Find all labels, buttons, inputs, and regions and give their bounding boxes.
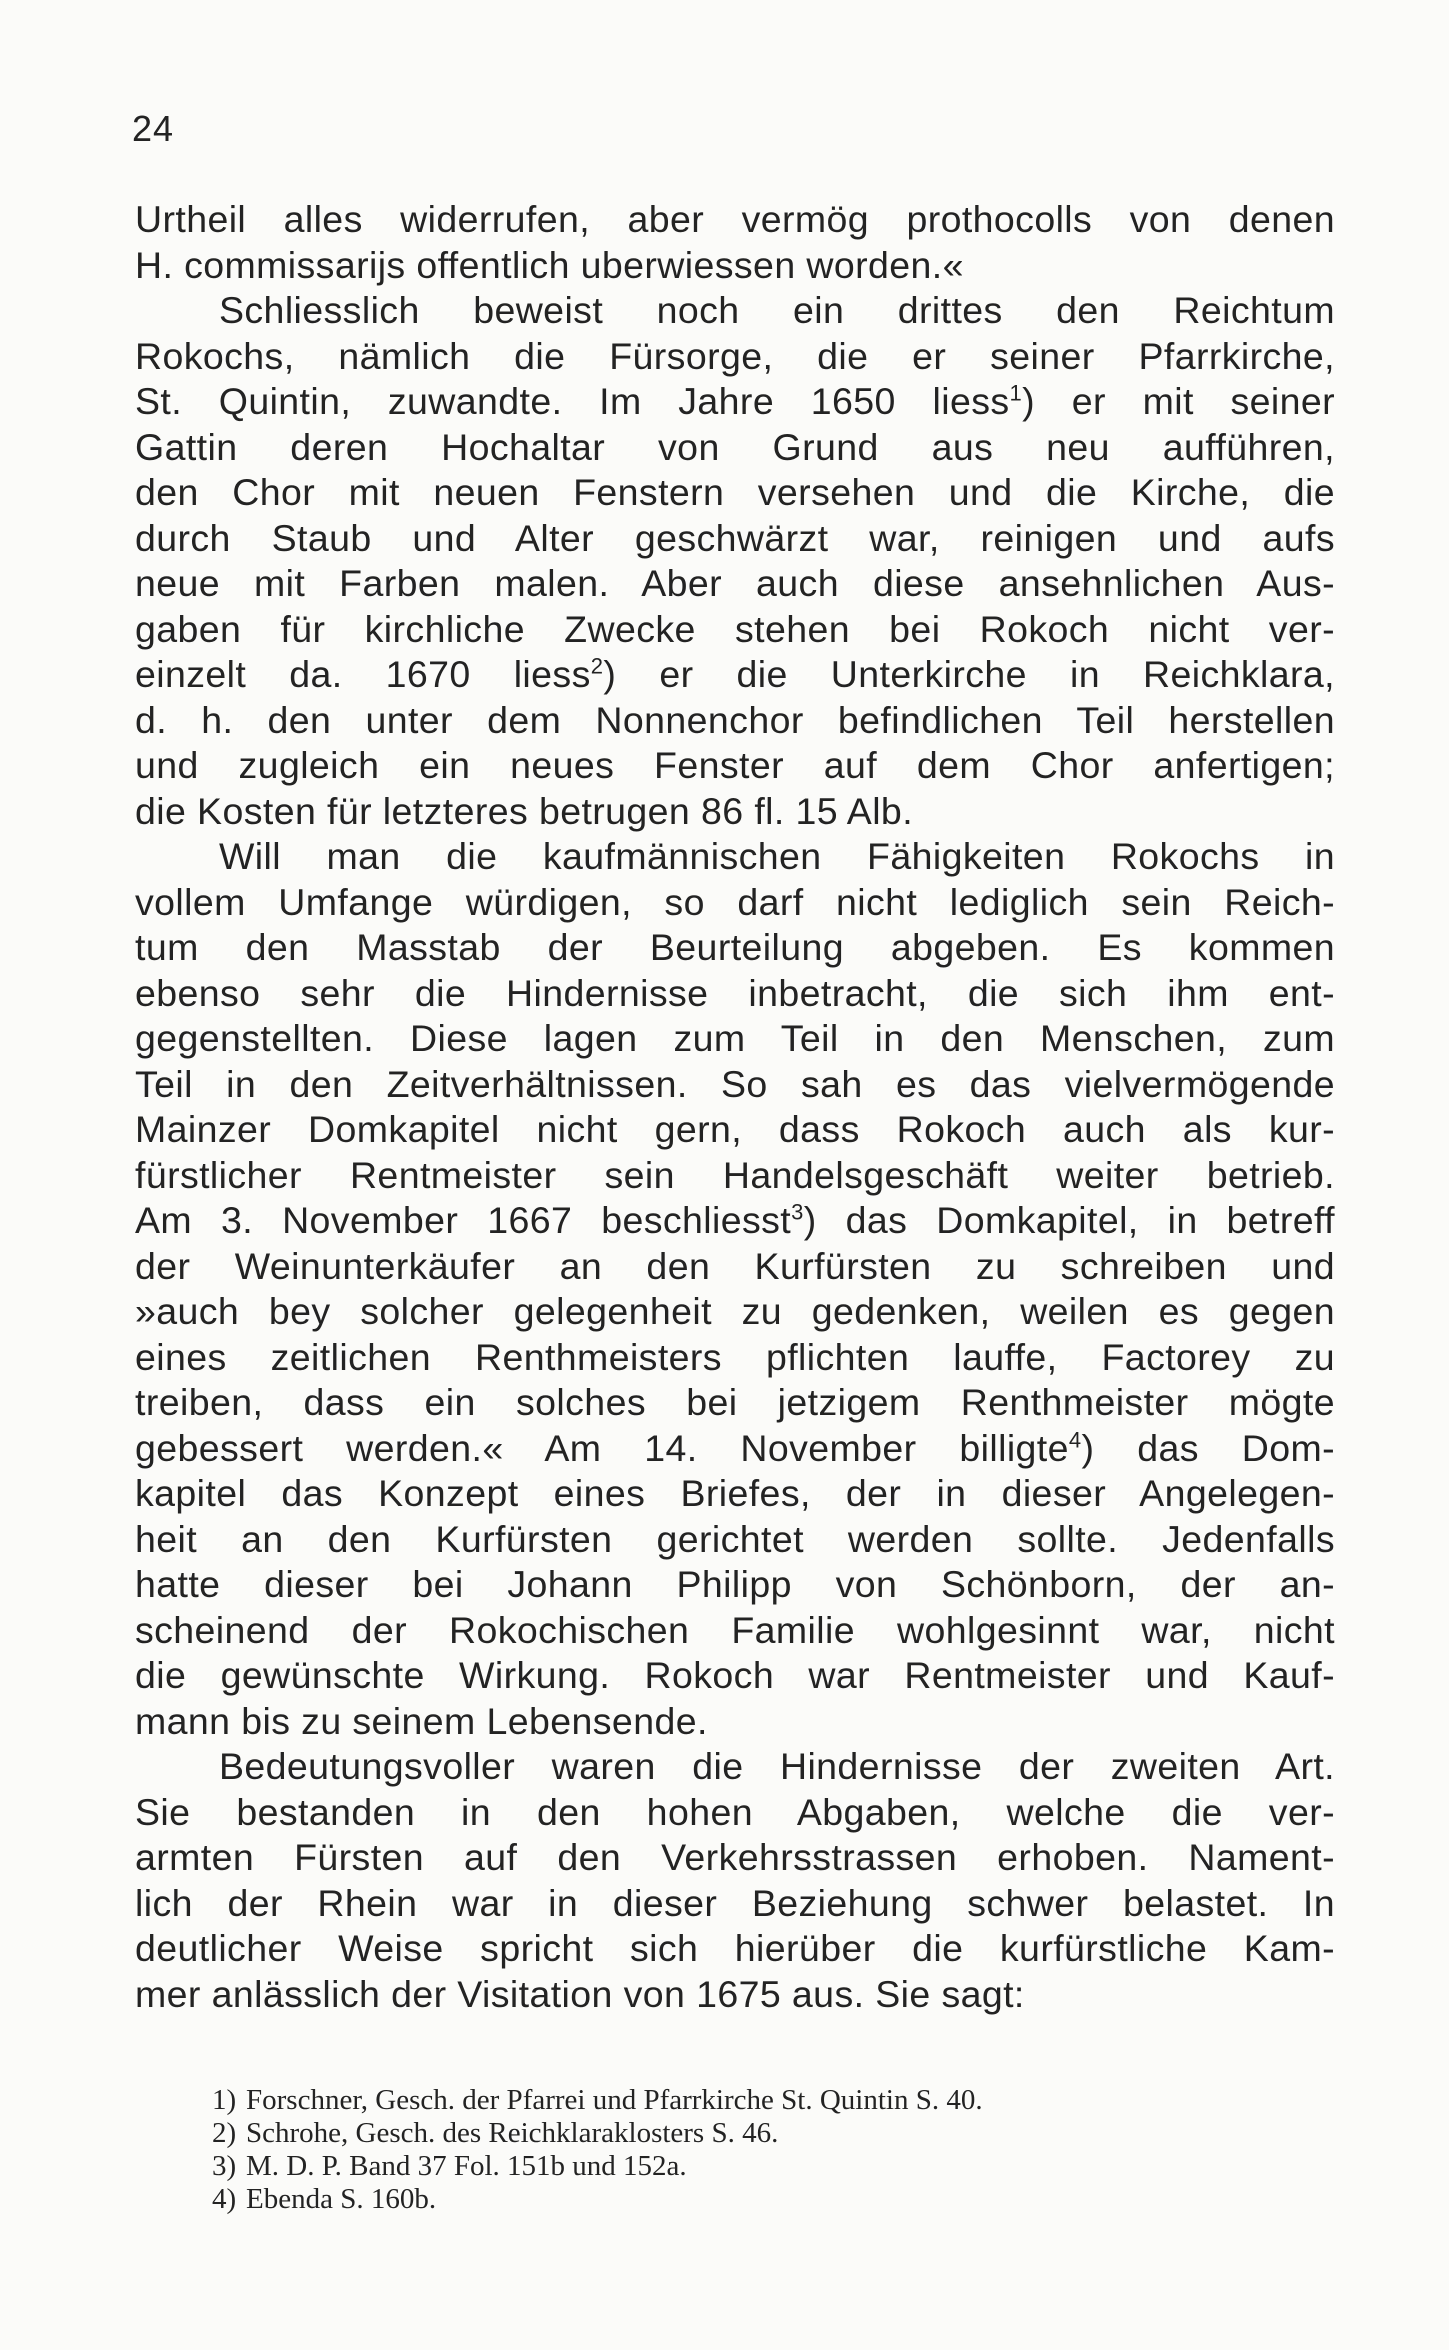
- text-line: treiben, dass ein solches bei jetzigem Renthmeister mögte: [135, 1381, 1335, 1423]
- footnote-number: 1): [212, 2084, 237, 2116]
- text-line: und zugleich ein neues Fenster auf dem Chor anfertigen;: [135, 744, 1335, 786]
- footnote: [212, 2084, 1342, 2117]
- footnote-ref: 3: [791, 1199, 804, 1225]
- text-line: kapitel das Konzept eines Briefes, der in dieser Angelegen-: [135, 1472, 1335, 1514]
- footnote-text: Ebenda S. 160b.: [246, 2183, 437, 2215]
- text-line: hatte dieser bei Johann Philipp von Schönborn, der an-: [135, 1563, 1335, 1605]
- text-line: ebenso sehr die Hindernisse inbetracht, die sich ihm ent-: [135, 971, 1335, 1014]
- text-line: gegenstellten. Diese lagen zum Teil in den Menschen, zum: [135, 1017, 1335, 1059]
- text-line: H. commissarijs offentlich uberwiessen worden.«: [135, 243, 964, 286]
- footnote-ref: 1: [1009, 380, 1023, 406]
- text-line: Urtheil alles widerrufen, aber vermög prothocolls von denen: [135, 198, 1335, 240]
- text-line: heit an den Kurfürsten gerichtet werden sollte. Jedenfalls: [135, 1517, 1335, 1560]
- text-line: Gattin deren Hochaltar von Grund aus neu aufführen,: [135, 425, 1335, 468]
- footnotes: [212, 2084, 1342, 2216]
- text-line: vollem Umfange würdigen, so darf nicht lediglich sein Reich-: [135, 880, 1335, 923]
- body-text: [135, 197, 1335, 2017]
- text-line: St. Quintin, zuwandte. Im Jahre 1650 liess$^1$) er mit seiner: [135, 380, 1335, 422]
- footnote-text: Forschner, Gesch. der Pfarrei und Pfarrkirche St. Quintin S. 40.: [246, 2084, 983, 2116]
- footnote: [212, 2117, 1342, 2150]
- text-line: d. h. den unter dem Nonnenchor befindlichen Teil herstellen: [135, 698, 1335, 741]
- text-line: scheinend der Rokochischen Familie wohlgesinnt war, nicht: [135, 1608, 1335, 1651]
- text-line: gaben für kirchliche Zwecke stehen bei Rokoch nicht ver-: [135, 607, 1335, 650]
- text-line: der Weinunterkäufer an den Kurfürsten zu schreiben und: [135, 1244, 1335, 1287]
- text-line: Schliesslich beweist noch ein drittes den Reichtum: [219, 289, 1335, 331]
- footnote-number: 4): [212, 2183, 237, 2215]
- footnote: [212, 2150, 1342, 2183]
- text-line: die Kosten für letzteres betrugen 86 fl. 15 Alb.: [135, 789, 914, 832]
- footnote-ref: 2: [590, 653, 604, 679]
- page-number: 24: [132, 108, 175, 149]
- text-line: gebessert werden.« Am 14. November billigte$^4$) das Dom-: [135, 1426, 1335, 1469]
- text-line: Am 3. November 1667 beschliesst$^3$) das Domkapitel, in betreff: [135, 1199, 1335, 1241]
- text-line: mer anlässlich der Visitation von 1675 aus. Sie sagt:: [135, 1972, 1025, 2015]
- text-line: »auch bey solcher gelegenheit zu gedenken, weilen es gegen: [135, 1290, 1335, 1332]
- text-line: die gewünschte Wirkung. Rokoch war Rentmeister und Kauf-: [135, 1654, 1335, 1696]
- footnote-ref: 4: [1068, 1427, 1082, 1452]
- text-line: lich der Rhein war in dieser Beziehung schwer belastet. In: [135, 1881, 1335, 1924]
- text-line: einzelt da. 1670 liess$^2$) er die Unterkirche in Reichklara,: [135, 653, 1335, 695]
- text-line: durch Staub und Alter geschwärzt war, reinigen und aufs: [135, 516, 1335, 559]
- footnote-number: 3): [212, 2150, 237, 2182]
- text-line: Bedeutungsvoller waren die Hindernisse der zweiten Art.: [219, 1745, 1335, 1787]
- footnote-text: Schrohe, Gesch. des Reichklaraklosters S. 46.: [246, 2117, 779, 2149]
- footnote: [212, 2183, 1342, 2216]
- text-line: armten Fürsten auf den Verkehrsstrassen erhoben. Nament-: [135, 1836, 1335, 1878]
- text-line: Teil in den Zeitverhältnissen. So sah es das vielvermögende: [135, 1062, 1335, 1105]
- text-line: Will man die kaufmännischen Fähigkeiten Rokochs in: [219, 835, 1335, 877]
- text-line: Sie bestanden in den hohen Abgaben, welche die ver-: [135, 1790, 1335, 1833]
- text-line: Mainzer Domkapitel nicht gern, dass Rokoch auch als kur-: [135, 1108, 1335, 1150]
- text-line: neue mit Farben malen. Aber auch diese ansehnlichen Aus-: [135, 562, 1335, 604]
- text-line: fürstlicher Rentmeister sein Handelsgeschäft weiter betrieb.: [135, 1153, 1335, 1196]
- text-line: tum den Masstab der Beurteilung abgeben. Es kommen: [135, 926, 1335, 968]
- text-line: Rokochs, nämlich die Fürsorge, die er seiner Pfarrkirche,: [135, 334, 1335, 377]
- text-line: mann bis zu seinem Lebensende.: [135, 1699, 708, 1742]
- footnote-text: M. D. P. Band 37 Fol. 151b und 152a.: [246, 2150, 687, 2182]
- footnote-number: 2): [212, 2117, 237, 2149]
- text-line: eines zeitlichen Renthmeisters pflichten lauffe, Factorey zu: [135, 1335, 1335, 1378]
- text-line: deutlicher Weise spricht sich hierüber die kurfürstliche Kam-: [135, 1927, 1335, 1969]
- text-line: den Chor mit neuen Fenstern versehen und die Kirche, die: [135, 471, 1335, 513]
